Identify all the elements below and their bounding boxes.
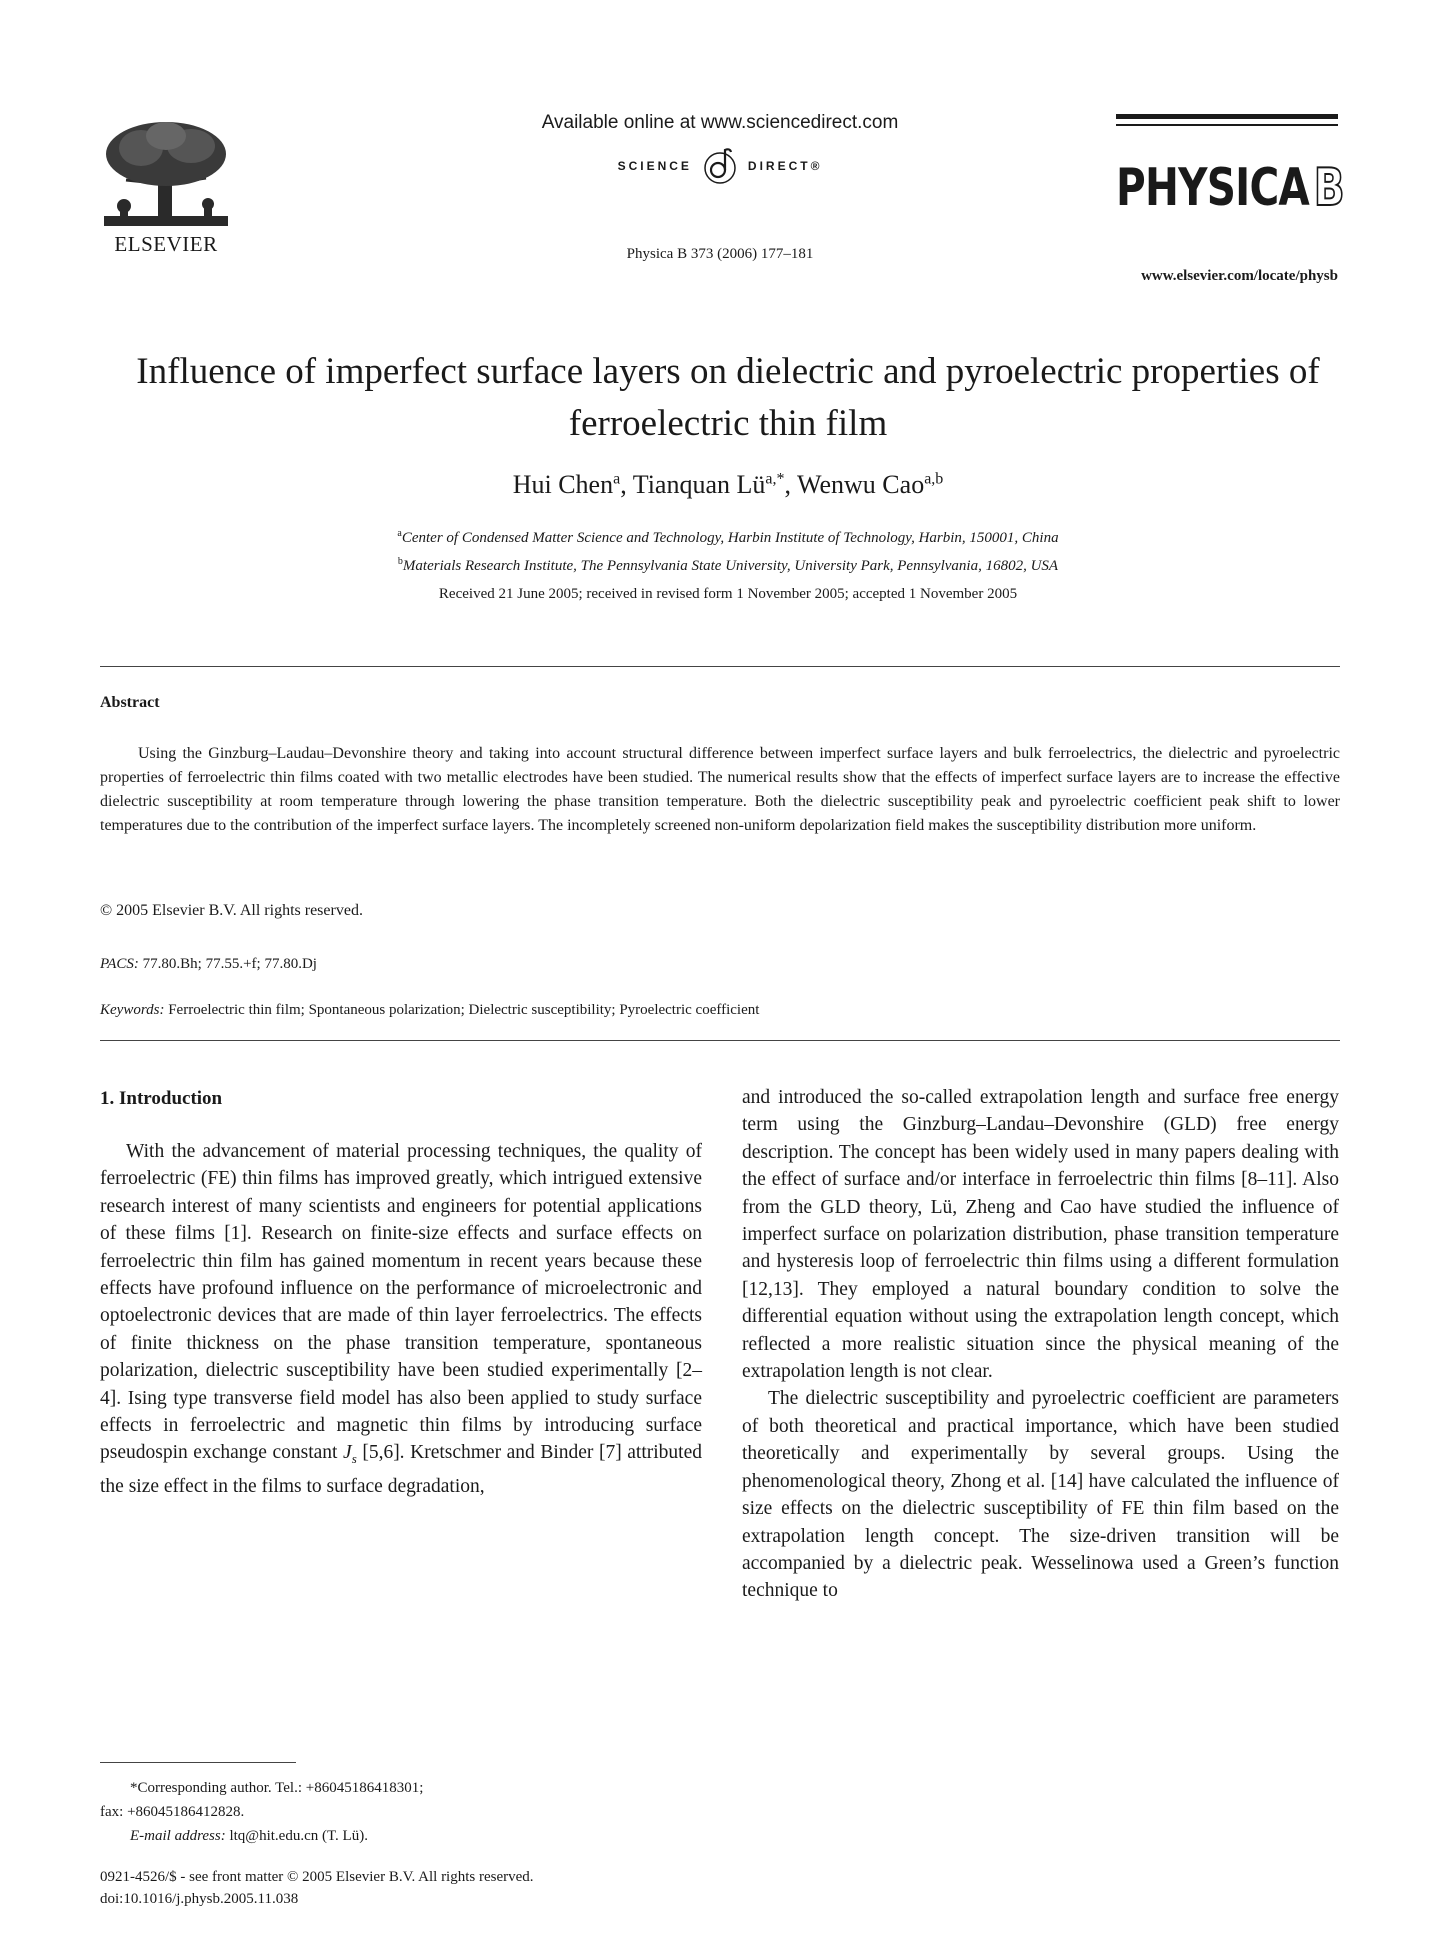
pacs-line <box>100 956 317 973</box>
journal-logo-rule-thin <box>1116 124 1338 126</box>
elsevier-tree-logo <box>96 118 236 230</box>
body-paragraph: and introduced the so-called extrapolation length and surface free energy term using the Ginzburg–Landau–Devonshire (GLD) free energy description. The concept has been widely used in many papers dealing with the effect of surface and/or interface in ferroelectric thin films [8–11]. Also from the GLD theory, Lü, Zheng and Cao have studied the influence of imperfect surface on polarization distribution, phase transition temperature and hysteresis loop of ferroelectric thin films using a different formulation [12,13]. They employed a natural boundary condition to solve the differential equation without using the extrapolation length concept, which reflected a more realistic situation since the physical meaning of the extrapolation length is not clear. <box>742 1087 1339 1383</box>
symbol-js-subscript: s <box>351 1451 357 1467</box>
paragraph-text: With the advancement of material processing techniques, the quality of ferroelectric (FE) thin films has improved greatly, which intrigued extensive research interest of many scientists and engineers for potential applications of these films [1]. Research on finite-size effects and surface effects on ferroelectric thin film has gained momentum in recent years because these effects have profound influence on the performance of microelectronic and optoelectronic devices that are made of thin layer ferroelectrics. The effects of finite thickness on the phase transition temperature, spontaneous polarization, dielectric susceptibility have been studied experimentally [2–4]. Ising type transverse field model has also been applied to study surface effects in ferroelectric and magnetic thin films by introducing surface pseudospin exchange constant <box>100 1141 702 1464</box>
body-column-right <box>742 1084 1339 1605</box>
keywords-label: Keywords: <box>100 1002 165 1018</box>
affiliation-line <box>100 522 1356 550</box>
paragraph-text: [5,6]. Kretschmer and Binder [7] attributed the size effect in the films to surface degradation, <box>100 1442 703 1497</box>
science-direct-d-icon <box>700 146 740 186</box>
author-separator: , <box>620 470 633 499</box>
abstract-heading: Abstract <box>100 694 160 711</box>
science-direct-logo <box>470 140 970 192</box>
email-line <box>100 1824 702 1848</box>
journal-logo-rule <box>1116 114 1338 119</box>
footnote <box>100 1776 702 1848</box>
journal-logo-text: PHYSICA <box>1116 158 1310 218</box>
footnote-rule <box>100 1762 296 1763</box>
keywords-text: Ferroelectric thin film; Spontaneous polarization; Dielectric susceptibility; Pyroelectric coefficient <box>164 1002 760 1018</box>
corresponding-author-line: *Corresponding author. Tel.: +86045186418301; <box>130 1780 424 1796</box>
abstract-bottom-rule <box>100 1040 1340 1041</box>
affiliation-text: Materials Research Institute, The Pennsylvania State University, University Park, Pennsylvania, 16802, USA <box>402 558 1059 574</box>
author-name: Wenwu Cao <box>797 470 925 499</box>
publisher-name: ELSEVIER <box>114 232 218 256</box>
affiliation-mark: b <box>397 556 403 567</box>
author-affil-mark: a,* <box>765 470 785 488</box>
author-list <box>100 470 1356 500</box>
affiliation-line <box>100 550 1356 578</box>
body-column-left <box>100 1138 702 1500</box>
journal-logo <box>1116 148 1344 228</box>
email-label: E-mail address: <box>130 1828 226 1844</box>
received-dates: Received 21 June 2005; received in revised form 1 November 2005; accepted 1 November 2005 <box>438 586 1018 602</box>
body-paragraph: The dielectric susceptibility and pyroelectric coefficient are parameters of both theoretical and practical importance, which have been studied theoretically and experimentally by several groups. Using the phenomenological theory, Zhong et al. [14] have calculated the influence of size effects on the dielectric susceptibility of FE thin film based on the extrapolation length concept. The size-driven transition will be accompanied by a dielectric peak. Wesselinowa used a Green’s function technique to <box>742 1388 1339 1602</box>
issn-block <box>100 1866 702 1910</box>
available-online-line: Available online at www.sciencedirect.com <box>541 112 899 133</box>
author-name: Hui Chen <box>512 470 614 499</box>
author-separator: , <box>784 470 798 499</box>
fax-line: fax: +86045186412828. <box>100 1804 245 1820</box>
journal-citation: Physica B 373 (2006) 177–181 <box>626 246 814 262</box>
symbol-js: J <box>343 1442 352 1464</box>
affiliation-mark: a <box>397 528 402 539</box>
email-address: ltq@hit.edu.cn (T. Lü). <box>225 1828 368 1844</box>
author-affil-mark: a <box>613 470 621 488</box>
affiliations <box>100 522 1356 578</box>
journal-logo-letter: B <box>1313 158 1344 218</box>
abstract-copyright: © 2005 Elsevier B.V. All rights reserved. <box>100 902 363 919</box>
doi-line: doi:10.1016/j.physb.2005.11.038 <box>100 1891 299 1907</box>
keywords-line <box>100 1002 759 1019</box>
abstract-top-rule <box>100 666 1340 667</box>
author-affil-mark: a,b <box>924 470 944 488</box>
science-direct-right: DIRECT® <box>747 159 823 173</box>
science-direct-left: SCIENCE <box>617 159 692 173</box>
author-name: Tianquan Lü <box>632 470 766 499</box>
section-heading-introduction: 1. Introduction <box>100 1088 223 1109</box>
abstract-body: Using the Ginzburg–Laudau–Devonshire theory and taking into account structural difference between imperfect surface layers and bulk ferroelectrics, the dielectric and pyroelectric properties of ferroelectric thin films coated with two metallic electrodes have been studied. The numerical results show that the effects of imperfect surface layers are to increase the effective dielectric susceptibility at room temperature through lowering the phase transition temperature. Both the dielectric susceptibility peak and pyroelectric coefficient peak shift to lower temperatures due to the contribution of the imperfect surface layers. The incompletely screened non-uniform depolarization field makes the susceptibility distribution more uniform. <box>100 745 1340 834</box>
pacs-label: PACS: <box>100 956 139 972</box>
body-paragraph <box>100 1138 702 1500</box>
issn-line: 0921-4526/$ - see front matter © 2005 Elsevier B.V. All rights reserved. <box>100 1869 534 1885</box>
article-title: Influence of imperfect surface layers on dielectric and pyroelectric properties of ferroelectric thin film <box>136 351 1320 444</box>
pacs-codes: 77.80.Bh; 77.55.+f; 77.80.Dj <box>138 956 317 972</box>
affiliation-text: Center of Condensed Matter Science and Technology, Harbin Institute of Technology, Harbin, 150001, China <box>401 530 1059 546</box>
journal-url-link[interactable]: www.elsevier.com/locate/physb <box>1141 268 1338 284</box>
